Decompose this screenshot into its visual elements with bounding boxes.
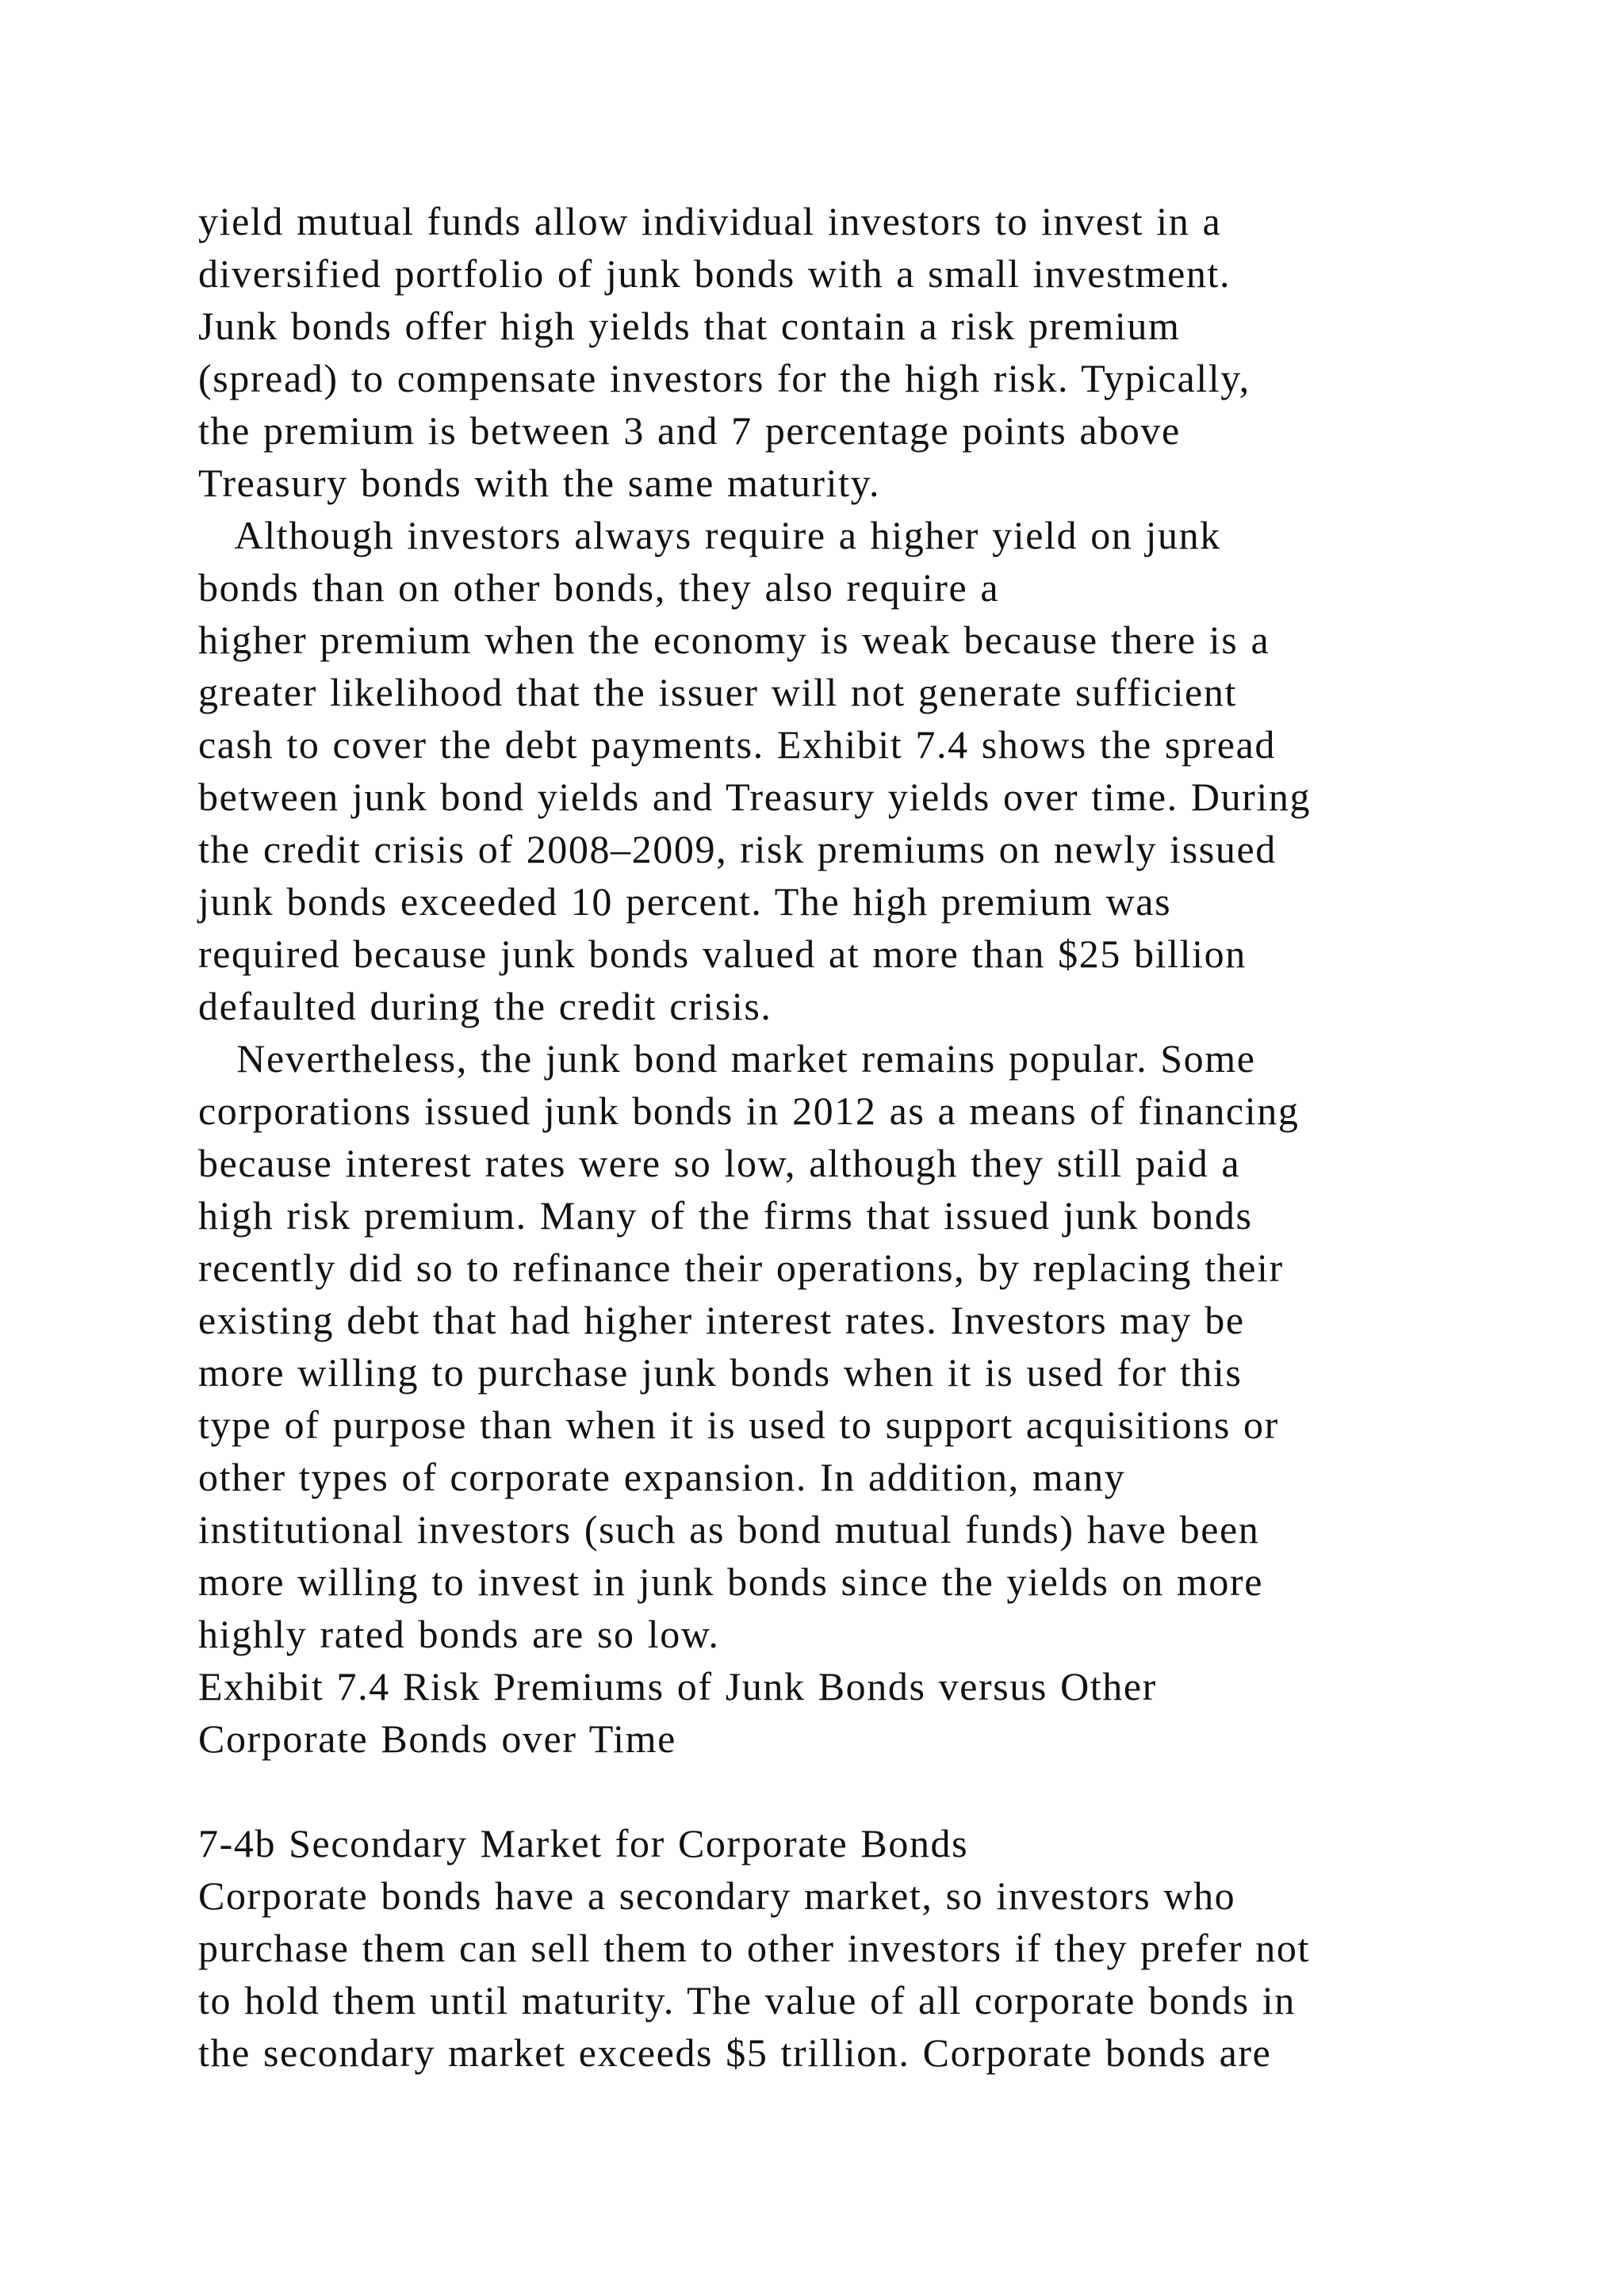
exhibit-caption: Exhibit 7.4 Risk Premiums of Junk Bonds versus Other: [198, 1664, 1157, 1709]
text-line: greater likelihood that the issuer will not generate sufficient: [198, 670, 1237, 714]
text-line: Treasury bonds with the same maturity.: [198, 461, 881, 505]
text-line: recently did so to refinance their operations, by replacing their: [198, 1246, 1284, 1290]
text-line: more willing to purchase junk bonds when it is used for this: [198, 1350, 1243, 1395]
text-line: the credit crisis of 2008–2009, risk premiums on newly issued: [198, 827, 1277, 871]
text-line: more willing to invest in junk bonds since the yields on more: [198, 1559, 1264, 1604]
text-line: institutional investors (such as bond mutual funds) have been: [198, 1507, 1260, 1552]
text-line: because interest rates were so low, although they still paid a: [198, 1141, 1241, 1185]
text-line: high risk premium. Many of the firms that issued junk bonds: [198, 1193, 1253, 1238]
text-line: purchase them can sell them to other investors if they prefer not: [198, 1926, 1310, 1970]
text-line: cash to cover the debt payments. Exhibit 7.4 shows the spread: [198, 722, 1276, 767]
exhibit-caption: Corporate Bonds over Time: [198, 1716, 676, 1761]
text-line: required because junk bonds valued at more than $25 billion: [198, 932, 1247, 976]
text-line: between junk bond yields and Treasury yields over time. During: [198, 775, 1312, 819]
text-line: Nevertheless, the junk bond market remains popular. Some: [198, 1036, 1256, 1081]
text-line: Junk bonds offer high yields that contain a risk premium: [198, 304, 1181, 348]
text-line: other types of corporate expansion. In addition, many: [198, 1455, 1126, 1499]
text-line: to hold them until maturity. The value of all corporate bonds in: [198, 1978, 1296, 2022]
text-line: type of purpose than when it is used to support acquisitions or: [198, 1402, 1279, 1447]
text-line: yield mutual funds allow individual investors to invest in a: [198, 199, 1222, 243]
section-heading: 7-4b Secondary Market for Corporate Bonds: [198, 1821, 969, 1866]
text-line: defaulted during the credit crisis.: [198, 984, 772, 1028]
blank-line: [198, 1765, 1483, 1817]
text-line: higher premium when the economy is weak because there is a: [198, 618, 1270, 662]
text-line: Although investors always require a higher yield on junk: [198, 513, 1221, 557]
text-line: highly rated bonds are so low.: [198, 1612, 720, 1656]
text-line: the premium is between 3 and 7 percentage points above: [198, 408, 1181, 453]
text-line: existing debt that had higher interest rates. Investors may be: [198, 1298, 1245, 1342]
text-line: (spread) to compensate investors for the high risk. Typically,: [198, 356, 1251, 400]
text-line: Corporate bonds have a secondary market, so investors who: [198, 1873, 1236, 1918]
text-line: corporations issued junk bonds in 2012 as a means of financing: [198, 1089, 1300, 1133]
text-line: junk bonds exceeded 10 percent. The high premium was: [198, 879, 1172, 924]
text-line: bonds than on other bonds, they also require a: [198, 565, 1000, 610]
text-line: diversified portfolio of junk bonds with a small investment.: [198, 251, 1231, 296]
body-text: [198, 195, 1483, 2079]
text-line: the secondary market exceeds $5 trillion. Corporate bonds are: [198, 2030, 1272, 2075]
